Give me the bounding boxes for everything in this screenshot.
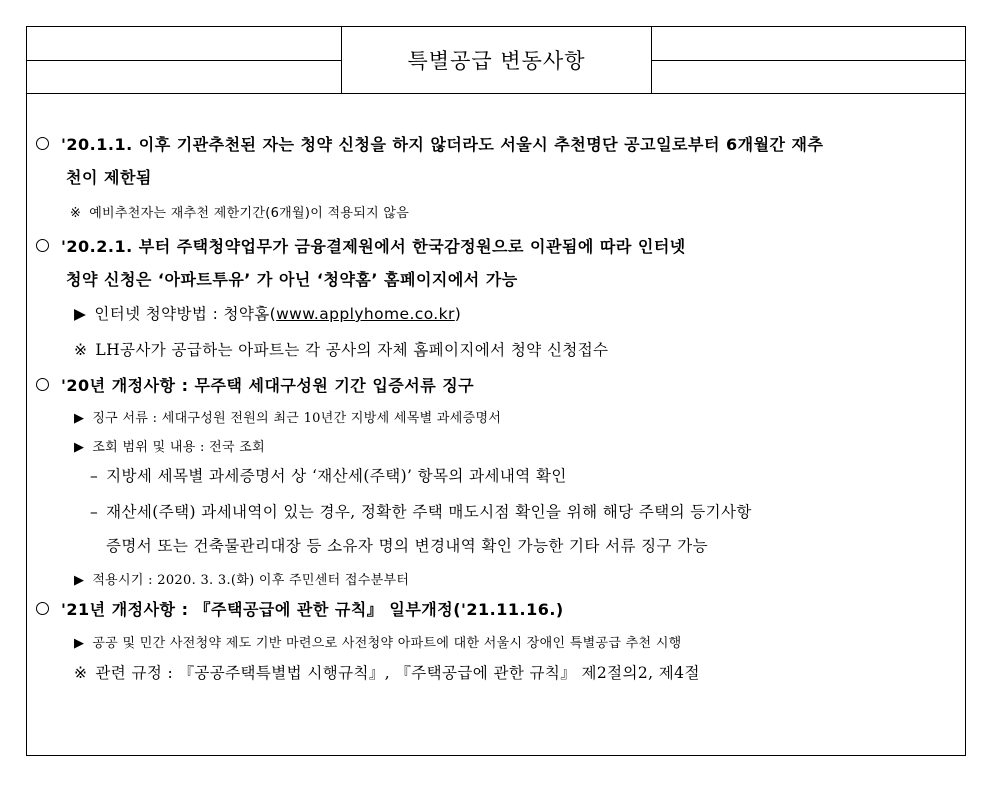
circle-bullet-icon [36,239,49,252]
circle-bullet-icon [36,378,49,391]
item-3-dash-2b: 증명서 또는 건축물관리대장 등 소유자 명의 변경내역 확인 가능한 기타 서류 징구 가능 [106,537,708,555]
item-2-note: ※ LH공사가 공급하는 아파트는 각 공사의 자체 홈페이지에서 청약 신청접수 [74,341,609,359]
header-left-cell [26,26,342,94]
triangle-bullet-icon: ▶ [74,411,85,426]
item-3-line-1: '20년 개정사항 : 무주택 세대구성원 기간 입증서류 징구 [36,373,474,396]
item-4-line-1: '21년 개정사항 : 『주택공급에 관한 규칙』 일부개정('21.11.16.) [36,597,564,620]
item-3-sub-3: ▶ 적용시기 : 2020. 3. 3.(화) 이후 주민센터 접수분부터 [74,573,410,588]
item-3-sub-1: ▶ 징구 서류 : 세대구성원 전원의 최근 10년간 지방세 세목별 과세증명서 [74,411,502,426]
page-title: 특별공급 변동사항 [342,26,651,94]
triangle-bullet-icon: ▶ [74,573,85,588]
circle-bullet-icon [36,602,49,615]
item-4-sub-1: ▶ 공공 및 민간 사전청약 제도 기반 마련으로 사전청약 아파트에 대한 서울시 장애인 특별공급 추천 시행 [74,636,682,651]
circle-bullet-icon [36,137,49,150]
dash-bullet-icon: – [90,467,99,485]
triangle-bullet-icon: ▶ [74,636,85,651]
header-right-cell [651,26,966,94]
item-1-line-1: '20.1.1. 이후 기관추천된 자는 청약 신청을 하지 않더라도 서울시 추천명단 공고일로부터 6개월간 재추 [36,132,958,155]
item-2-line-2: 청약 신청은 ‘아파트투유’ 가 아닌 ‘청약홈’ 홈페이지에서 가능 [66,270,518,289]
reference-mark-icon: ※ [70,206,82,221]
item-4-note: ※ 관련 규정 : 『공공주택특별법 시행규칙』, 『주택공급에 관한 규칙』 제2절의2, 제4절 [74,664,700,682]
item-2-line-1: '20.2.1. 부터 주택청약업무가 금융결제원에서 한국감정원으로 이관됨에 따라 인터넷 [36,234,686,257]
item-3-sub-2: ▶ 조회 범위 및 내용 : 전국 조회 [74,440,266,455]
item-1-note: ※ 예비추천자는 재추천 제한기간(6개월)이 적용되지 않음 [70,206,410,221]
triangle-bullet-icon: ▶ [74,305,87,323]
item-3-dash-2a: – 재산세(주택) 과세내역이 있는 경우, 정확한 주택 매도시점 확인을 위해 해당 주택의 등기사항 [90,503,752,521]
item-2-method: ▶ 인터넷 청약방법 : 청약홈(www.applyhome.co.kr) [74,305,462,323]
reference-mark-icon: ※ [74,341,88,359]
dash-bullet-icon: – [90,503,99,521]
reference-mark-icon: ※ [74,664,88,682]
applyhome-link[interactable]: www.applyhome.co.kr [276,305,455,323]
triangle-bullet-icon: ▶ [74,440,85,455]
item-3-dash-1: – 지방세 세목별 과세증명서 상 ‘재산세(주택)’ 항목의 과세내역 확인 [90,467,567,485]
item-1-line-2: 천이 제한됨 [66,168,152,187]
